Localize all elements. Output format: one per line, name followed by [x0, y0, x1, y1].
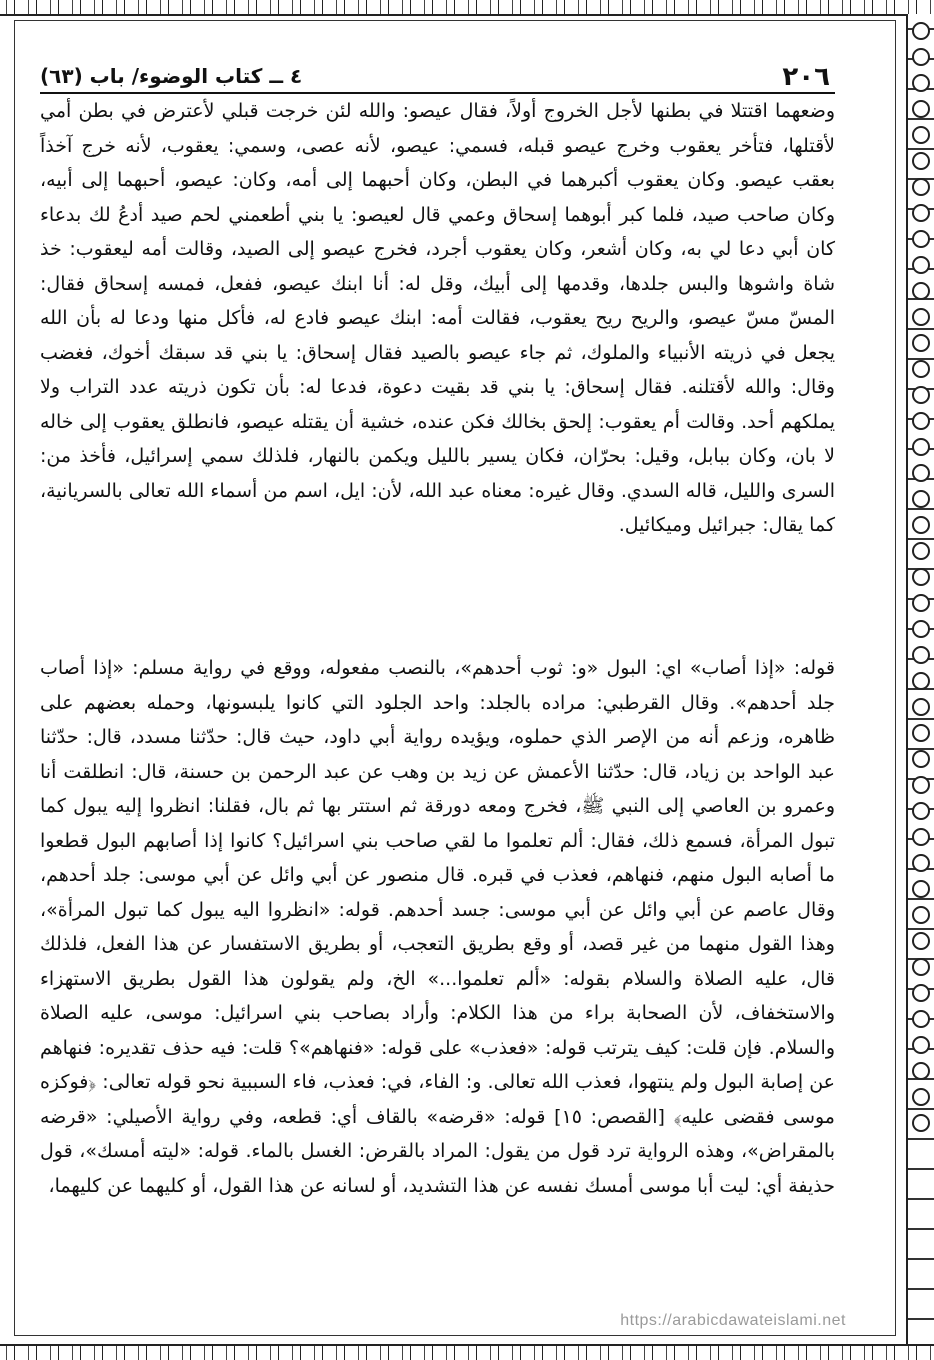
- paragraph-text: وضعهما اقتتلا في بطنها لأجل الخروج أولاً، فقال عيصو: والله لئن خرجت قبلي لأعترض في بطن أمي لأقتلها، فتأخر يعقوب وخرج عيصو قبله، فسمي: عيصو، لأنه عصى، وسمي: يعقوب، لأنه خرج آخذاً بعقب عيصو. وكان يعقوب أكبرهما في البطن، وكان أحبهما إلى أمه، وكان: عيصو، أحبهما إلى أبيه، وكان صاحب صيد، فلما كبر أبوهما إسحاق وعمي قال لعيصو: يا بني أطعمني لحم صيد أدعُ لك بدعاء كان أبي دعا لي به، وكان أشعر، وكان يعقوب أجرد، فخرج عيصو إلى الصيد، وقالت أمه ليعقوب: خذ شاة واشوها والبس جلدها، وقدمها إلى أبيك، وقل له: أنا ابنك عيصو، ففعل، فمسه إسحاق فقال: المسّ مسّ عيصو، والريح ريح يعقوب، فقالت أمه: ابنك عيصو فادع له، فأكل منها ودعا له بأن الله يجعل في ذريته الأنبياء والملوك، ثم جاء عيصو بالصيد فقال إسحاق: يا بني قد سبقك أخوك، فغضب وقال: والله لأقتلنه. فقال إسحاق: يا بني قد بقيت دعوة، فدعا له: بأن تكون ذريته عدد التراب ولا يملكهم أحد. وقالت أم يعقوب: إلحق بخالك فكن عنده، خشية أن يقتله عيصو، فانطلق يعقوب إلى خاله لا بان، وكان ببابل، وقيل: بحرّان، فكان يسير بالليل ويكمن بالنهار، فلذلك سمي إسرائيل، فأخذ من: السرى والليل، قاله السدي. وقال غيره: معناه عبد الله، لأن: ايل، اسم من أسماء الله تعالى بالسريانية، كما يقال: جبرائيل وميكائيل.: [40, 100, 835, 536]
- page-header: [40, 62, 830, 96]
- running-title: ٤ ــ كتاب الوضوء/ باب (٦٣): [40, 64, 303, 88]
- paragraph-text: قوله: «إذا أصاب» اي: البول «و: ثوب أحدهم»، بالنصب مفعوله، ووقع في رواية مسلم: «إذا أصاب جلد أحدهم». وقال القرطبي: مراده بالجلد: واحد الجلود التي كانوا يلبسونها، وحمله بعضهم على ظاهره، وزعم أنه من الإصر الذي حملوه، ويؤيده رواية أبي داود، حيث قال: حدّثنا مسدد، قال: حدّثنا عبد الواحد بن زياد، قال: حدّثنا الأعمش عن زيد بن وهب عن عبد الرحمن بن حسنة، قال: انطلقت أنا وعمرو بن العاصي إلى النبي ﷺ، فخرج ومعه دورقة ثم استتر بها ثم بال، فقلنا: انظروا إليه يبول كما تبول المرأة، فسمع ذلك، فقال: ألم تعلموا ما لقي صاحب بني اسرائيل؟ كانوا إذا أصابهم البول قطعوا ما أصابه البول منهم، فنهاهم، فعذب في قبره. قال منصور عن أبي وائل عن أبي موسى: جلد أحدهم، وقال عاصم عن أبي وائل عن أبي موسى: جسد أحدهم. قوله: «انظروا اليه يبول كما تبول المرأة»، وهذا القول منهما من غير قصد، أو وقع بطريق التعجب، أو بطريق الاستفسار عن هذا الفعل، فلذلك قال، عليه الصلاة والسلام بقوله: «ألم تعلموا...» الخ، ولم يقولون هذا القول بطريق الاستهزاء والاستخفاف، لأن الصحابة براء من هذا الكلام: وأراد بصاحب بني اسرائيل: موسى، عليه الصلاة والسلام. فإن قلت: كيف يترتب قوله: «فعذب» على قوله: «فنهاهم»؟ قلت: فيه حذف تقديره: فنهاهم عن إصابة البول ولم ينتهوا، فعذب الله تعالى. و: الفاء، في: فعذب، فاء السببية نحو قوله تعالى: ﴿فوكزه موسى فقضى عليه﴾ [القصص: ١٥] قوله: «قرضه» بالقاف أي: قطعه، وفي رواية الأصيلي: «قرضه بالمقراض»، وهذه الرواية ترد قول من يقول: المراد بالقرض: الغسل بالماء. قوله: «ليته أمسك»، قول حذيفة أي: ليت أبا موسى أمسك نفسه عن هذا التشديد، أو لسانه عن هذا القول، أو كليهما عن كليهما،: [40, 657, 835, 1197]
- website-watermark: https://arabicdawateislami.net: [620, 1312, 846, 1329]
- bottom-border-ornament: [0, 1344, 934, 1360]
- top-border-ornament: [0, 0, 934, 16]
- page-number: ٢٠٦: [782, 62, 830, 92]
- body-paragraph-1: [40, 94, 835, 543]
- right-border-ornament: [906, 14, 934, 1344]
- body-paragraph-2: [40, 651, 835, 1203]
